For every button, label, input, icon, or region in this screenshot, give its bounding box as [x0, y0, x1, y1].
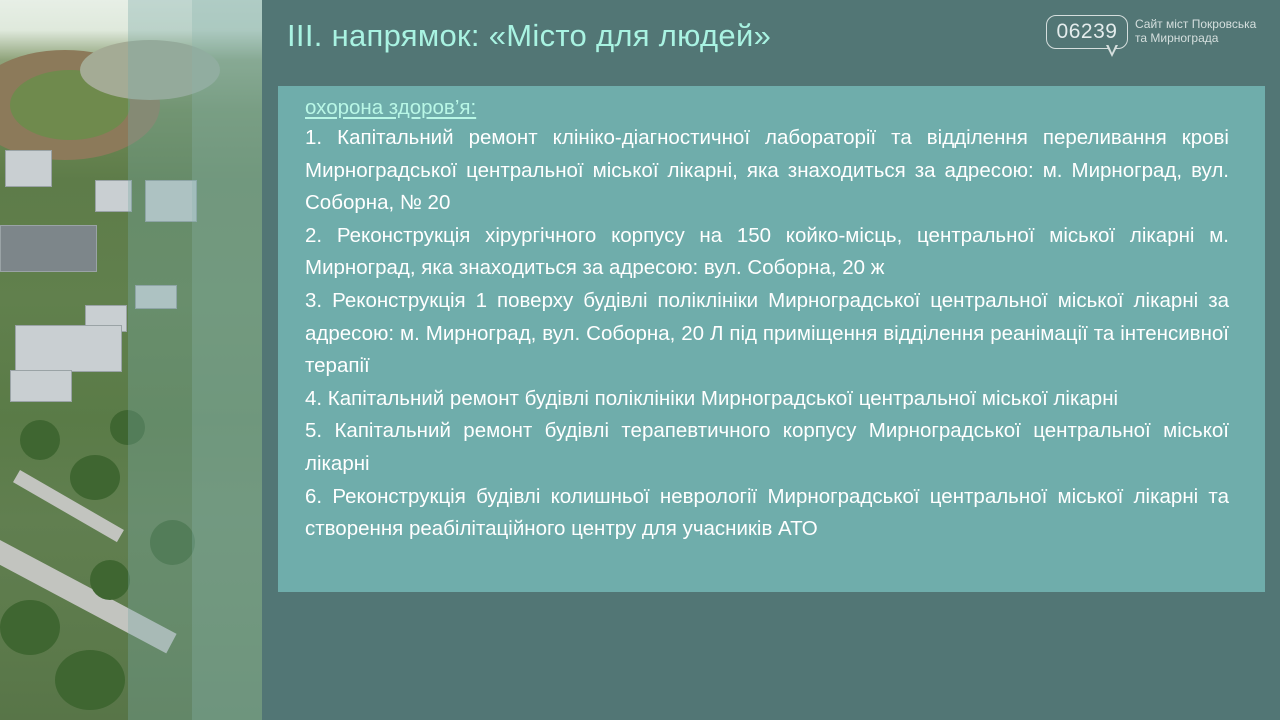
speech-bubble-icon: 06239	[1046, 15, 1128, 49]
list-item: 4. Капітальний ремонт будівлі поліклініки Мирноградської центральної міської лікарні	[305, 386, 1119, 410]
logo-caption	[1135, 17, 1275, 45]
logo-caption-line-2: та Мирнограда	[1135, 31, 1219, 45]
slide-title: III. напрямок: «Місто для людей»	[287, 18, 772, 53]
list-item: 1. Капітальний ремонт клініко-діагностичної лабораторії та відділення переливання крові Мирноградської центральної міської лікарні, яка знаходиться за адресою: м. Мирноград, вул. Соборна, № 20	[305, 126, 1229, 215]
site-logo[interactable]	[1046, 15, 1276, 63]
logo-caption-line-1: Сайт міст Покровська	[1135, 17, 1257, 31]
list-item: 5. Капітальний ремонт будівлі терапевтичного корпусу Мирноградської центральної міської лікарні	[305, 419, 1229, 475]
content-panel	[278, 86, 1265, 592]
city-aerial-photo	[0, 0, 262, 720]
section-heading: охорона здоров’я:	[305, 96, 477, 119]
list-item: 3. Реконструкція 1 поверху будівлі поліклініки Мирноградської центральної міської лікарні за адресою: м. Мирноград, вул. Соборна, 20 Л під приміщення відділення реанімації та інтенсивної терапії	[305, 288, 1229, 378]
list-item: 2. Реконструкція хірургічного корпусу на 150 койко-місць, центральної міської лікарні м. Мирноград, яка знаходиться за адресою: вул. Соборна, 20 ж	[305, 223, 1229, 280]
list-item: 6. Реконструкція будівлі колишньої неврології Мирноградської центральної міської лікарні та створення реабілітаційного центру для учасників АТО	[305, 484, 1229, 541]
